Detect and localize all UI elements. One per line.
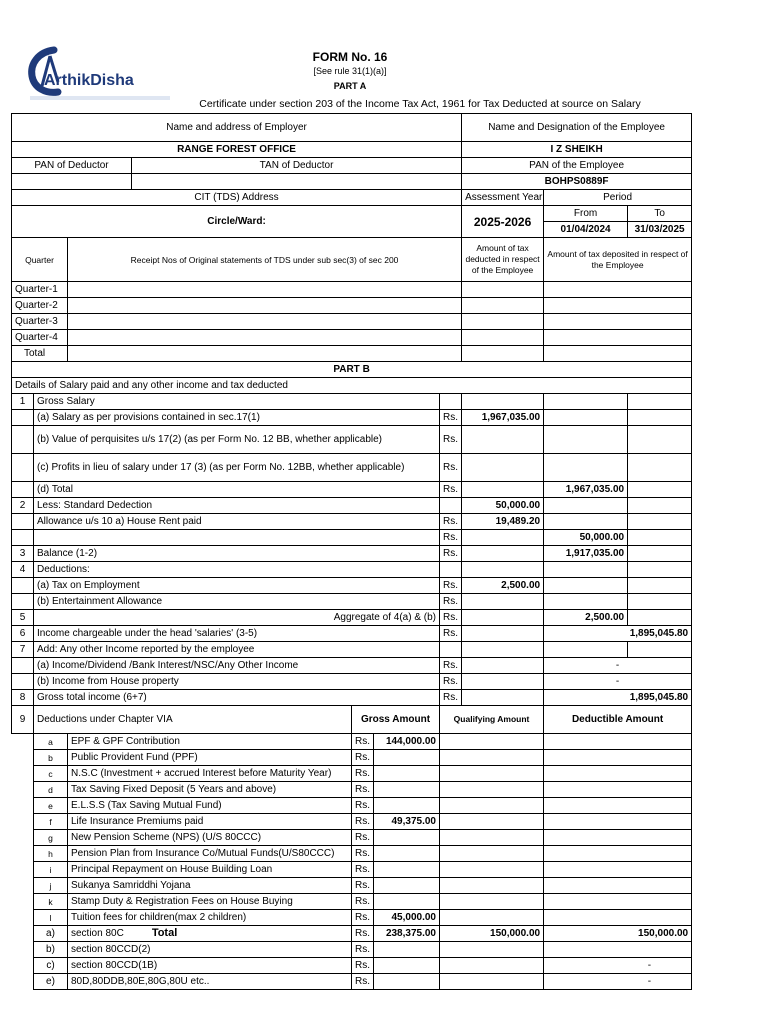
gross-total-amount: 1,895,045.80 (544, 690, 692, 706)
rs-label: Rs. (440, 410, 462, 426)
quarter-label: Quarter (12, 238, 68, 282)
other-income-label: (a) Income/Dividend /Bank Interest/NSC/Any Other Income (34, 658, 440, 674)
circle-ward-label: Circle/Ward: (12, 206, 462, 238)
rs-label: Rs. (352, 974, 374, 990)
chapter-via-label: Deductions under Chapter VIA (34, 706, 352, 734)
assessment-year-label: Assessment Year (462, 190, 544, 206)
qualifying-amount-header: Qualifying Amount (440, 706, 544, 734)
via-item-amount (374, 798, 440, 814)
via-item-key: g (34, 830, 68, 846)
standard-deduction-label: Less: Standard Dedection (34, 498, 440, 514)
gross-amount-header: Gross Amount (352, 706, 440, 734)
tax-deposited-label: Amount of tax deposited in respect of the Employee (544, 238, 692, 282)
via-item-key: e (34, 798, 68, 814)
rs-label: Rs. (352, 862, 374, 878)
chargeable-label: Income chargeable under the head 'salaries' (3-5) (34, 626, 440, 642)
sec80ccd1b-deductible: - (544, 958, 692, 974)
hra-label: Allowance u/s 10 a) House Rent paid (34, 514, 440, 530)
balance-label: Balance (1-2) (34, 546, 440, 562)
to-date: 31/03/2025 (628, 222, 692, 238)
deductions-label: Deductions: (34, 562, 440, 578)
employee-label: Name and Designation of the Employee (462, 114, 692, 142)
house-property-amount: - (544, 674, 692, 690)
brand-name: ArthikDisha (44, 72, 134, 89)
via-item-label: N.S.C (Investment + accrued Interest before Maturity Year) (68, 766, 352, 782)
rs-label: Rs. (440, 658, 462, 674)
via-item-amount (374, 782, 440, 798)
part-a-heading: PART A (333, 81, 367, 91)
item-a-key: (a) (37, 411, 50, 423)
salary-total-label: (d) Total (34, 482, 440, 498)
form16-table (11, 113, 692, 990)
via-item-key: c (34, 766, 68, 782)
rs-label: Rs. (352, 766, 374, 782)
chargeable-amount: 1,895,045.80 (544, 626, 692, 642)
hra-amount: 19,489.20 (462, 514, 544, 530)
balance-amount: 1,917,035.00 (544, 546, 628, 562)
other-income-amount: - (544, 658, 692, 674)
profits-label: Profits in lieu of salary under 17 (3) (as per Form No. 12BB, whether applicable) (51, 461, 405, 473)
ccd2-key: b) (34, 942, 68, 958)
pan-deductor-label: PAN of Deductor (12, 158, 132, 174)
rs-label: Rs. (440, 594, 462, 610)
via-item-amount (374, 766, 440, 782)
via-item-key: j (34, 878, 68, 894)
receipt-label: Receipt Nos of Original statements of TDS under sub sec(3) of sec 200 (68, 238, 462, 282)
rs-label: Rs. (440, 482, 462, 498)
via-item-key: b (34, 750, 68, 766)
sec80c-deductible-amount: 150,000.00 (544, 926, 692, 942)
other80-key: e) (34, 974, 68, 990)
via-item-label: Stamp Duty & Registration Fees on House Buying (68, 894, 352, 910)
less-total-amount: 50,000.00 (544, 530, 628, 546)
row-number: 9 (12, 706, 34, 734)
row-number: 2 (12, 498, 34, 514)
via-item-label: Tax Saving Fixed Deposit (5 Years and above) (68, 782, 352, 798)
via-item-label: New Pension Scheme (NPS) (U/S 80CCC) (68, 830, 352, 846)
to-label: To (628, 206, 692, 222)
house-property-label: (b) Income from House property (34, 674, 440, 690)
via-item-label: E.L.S.S (Tax Saving Mutual Fund) (68, 798, 352, 814)
salary-17-1-label: Salary as per provisions contained in sec.17(1) (52, 411, 260, 423)
row-number: 8 (12, 690, 34, 706)
via-item-label: Public Provident Fund (PPF) (68, 750, 352, 766)
via-item-label: EPF & GPF Contribution (68, 734, 352, 750)
quarter-1: Quarter-1 (12, 282, 68, 298)
sec80c-gross-amount: 238,375.00 (374, 926, 440, 942)
rule-reference: [See rule 31(1)(a)] (313, 66, 387, 76)
rs-label: Rs. (352, 782, 374, 798)
via-item-label: Life Insurance Premiums paid (68, 814, 352, 830)
rs-label: Rs. (440, 546, 462, 562)
via-item-label: Pension Plan from Insurance Co/Mutual Funds(U/S80CCC) (68, 846, 352, 862)
form-number: FORM No. 16 (312, 50, 388, 64)
rs-label: Rs. (352, 830, 374, 846)
rs-label: Rs. (440, 530, 462, 546)
via-item-label: Sukanya Samriddhi Yojana (68, 878, 352, 894)
pan-employee-label: PAN of the Employee (462, 158, 692, 174)
via-item-amount (374, 878, 440, 894)
gross-salary-label: Gross Salary (34, 394, 440, 410)
row-number: 3 (12, 546, 34, 562)
rs-label: Rs. (352, 958, 374, 974)
via-item-key: k (34, 894, 68, 910)
period-label: Period (544, 190, 692, 206)
rs-label: Rs. (352, 894, 374, 910)
ccd1b-key: c) (34, 958, 68, 974)
quarter-total: Total (12, 346, 68, 362)
row-number: 1 (12, 394, 34, 410)
via-item-key: h (34, 846, 68, 862)
sec80c-label: section 80C (71, 928, 124, 939)
part-b-details: Details of Salary paid and any other income and tax deducted (12, 378, 692, 394)
salary-total-amount: 1,967,035.00 (544, 482, 628, 498)
sec80c-key: a) (34, 926, 68, 942)
tax-employment-amount: 2,500.00 (462, 578, 544, 594)
aggregate-label: Aggregate of 4(a) & (b) (34, 610, 440, 626)
via-item-amount (374, 894, 440, 910)
sec80ccd2-label: section 80CCD(2) (68, 942, 352, 958)
rs-label: Rs. (440, 454, 462, 482)
rs-label: Rs. (352, 878, 374, 894)
employee-name: I Z SHEIKH (462, 142, 692, 158)
via-item-key: i (34, 862, 68, 878)
via-item-amount (374, 830, 440, 846)
via-item-key: d (34, 782, 68, 798)
aggregate-amount: 2,500.00 (544, 610, 628, 626)
rs-label: Rs. (352, 926, 374, 942)
via-item-label: Principal Repayment on House Building Loan (68, 862, 352, 878)
via-item-amount: 45,000.00 (374, 910, 440, 926)
quarter-3: Quarter-3 (12, 314, 68, 330)
rs-label: Rs. (352, 942, 374, 958)
via-item-key: f (34, 814, 68, 830)
quarter-2: Quarter-2 (12, 298, 68, 314)
via-item-amount (374, 750, 440, 766)
sec80ccd1b-label: section 80CCD(1B) (68, 958, 352, 974)
via-item-amount: 144,000.00 (374, 734, 440, 750)
row-number: 6 (12, 626, 34, 642)
via-item-key: a (34, 734, 68, 750)
rs-label: Rs. (440, 578, 462, 594)
rs-label: Rs. (440, 426, 462, 454)
item-c-key: (c) (37, 461, 49, 473)
from-date: 01/04/2024 (544, 222, 628, 238)
rs-label: Rs. (440, 626, 462, 642)
perquisites-label: Value of perquisites u/s 17(2) (as per Form No. 12 BB, whether applicable) (52, 433, 382, 445)
salary-17-1-amount: 1,967,035.00 (462, 410, 544, 426)
tan-deductor-label: TAN of Deductor (132, 158, 462, 174)
other-80-deductible: - (544, 974, 692, 990)
via-item-amount: 49,375.00 (374, 814, 440, 830)
row-number: 4 (12, 562, 34, 578)
quarter-4: Quarter-4 (12, 330, 68, 346)
employer-name: RANGE FOREST OFFICE (12, 142, 462, 158)
rs-label: Rs. (440, 674, 462, 690)
rs-label: Rs. (352, 798, 374, 814)
certificate-title: Certificate under section 203 of the Income Tax Act, 1961 for Tax Deducted at source on Salary (199, 98, 641, 110)
cit-address-label: CIT (TDS) Address (12, 190, 462, 206)
pan-employee-value: BOHPS0889F (462, 174, 692, 190)
other-80-sections-label: 80D,80DDB,80E,80G,80U etc.. (68, 974, 352, 990)
rs-label: Rs. (352, 734, 374, 750)
rs-label: Rs. (440, 610, 462, 626)
employer-label: Name and address of Employer (12, 114, 462, 142)
from-label: From (544, 206, 628, 222)
item-b-key: (b) (37, 433, 50, 445)
via-item-amount (374, 862, 440, 878)
sec80c-qualifying-amount: 150,000.00 (440, 926, 544, 942)
row-number: 7 (12, 642, 34, 658)
tax-deducted-label: Amount of tax deducted in respect of the Employee (462, 238, 544, 282)
deductible-amount-header: Deductible Amount (544, 706, 692, 734)
rs-label: Rs. (352, 750, 374, 766)
sec80c-total-label: Total (151, 927, 178, 939)
part-b-heading: PART B (12, 362, 692, 378)
via-item-key: l (34, 910, 68, 926)
standard-deduction-amount: 50,000.00 (462, 498, 544, 514)
rs-label: Rs. (352, 846, 374, 862)
other-income-heading: Add: Any other Income reported by the employee (34, 642, 440, 658)
gross-total-label: Gross total income (6+7) (34, 690, 440, 706)
via-item-label: Tuition fees for children(max 2 children) (68, 910, 352, 926)
via-item-amount (374, 846, 440, 862)
rs-label: Rs. (440, 690, 462, 706)
assessment-year-value: 2025-2026 (462, 206, 544, 238)
row-number: 5 (12, 610, 34, 626)
rs-label: Rs. (352, 910, 374, 926)
rs-label: Rs. (440, 514, 462, 530)
rs-label: Rs. (352, 814, 374, 830)
entertainment-label: (b) Entertainment Allowance (34, 594, 440, 610)
tax-employment-label: (a) Tax on Employment (34, 578, 440, 594)
